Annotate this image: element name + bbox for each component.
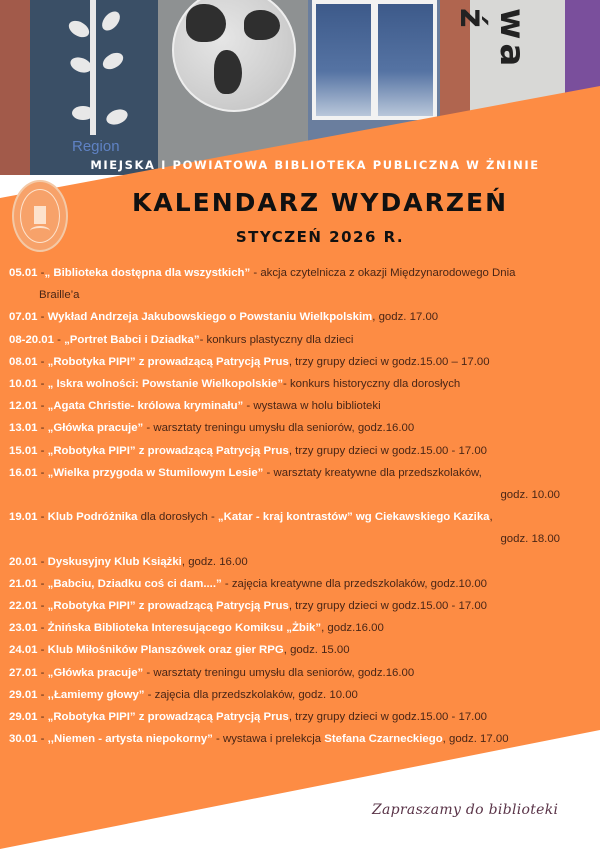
event-item: [9, 506, 594, 550]
event-detail: -: [37, 733, 48, 746]
event-title: „ Iskra wolności: Powstanie Wielkopolskie”: [47, 378, 284, 391]
event-detail: - warsztaty treningu umysłu dla seniorów, godz.16.00: [143, 422, 415, 435]
event-item: [9, 662, 594, 684]
event-title: „Robotyka PIPI” z prowadzącą Patrycją Prus: [47, 444, 289, 457]
event-detail: , trzy grupy dzieci w godz.15.00 - 17.00: [288, 600, 488, 613]
event-detail: -: [37, 511, 48, 524]
event-title: „Robotyka PIPI” z prowadzącą Patrycją Prus: [47, 600, 289, 613]
event-title: „Główka pracuje”: [47, 666, 144, 679]
event-date: 29.01: [9, 711, 38, 724]
event-title: Dyskusyjny Klub Książki: [47, 555, 182, 568]
globe-icon: [172, 0, 296, 112]
event-date: 08-20.01: [9, 333, 54, 346]
event-title: ,,Niemen - artysta niepokorny”: [47, 733, 213, 746]
event-detail: -: [37, 711, 48, 724]
event-date: 29.01: [9, 688, 38, 701]
event-item: [9, 551, 594, 573]
event-detail: , trzy grupy dzieci w godz.15.00 – 17.00: [288, 355, 490, 368]
organization-name: MIEJSKA I POWIATOWA BIBLIOTEKA PUBLICZNA W ŻNINIE: [90, 158, 540, 172]
event-item: [9, 395, 594, 417]
event-item: [9, 440, 594, 462]
event-detail: -: [37, 400, 48, 413]
event-date: 23.01: [9, 622, 38, 635]
event-item: [9, 306, 594, 328]
event-title: Żnińska Biblioteka Interesującego Komiksu „Żbik”: [47, 622, 322, 635]
event-detail: , godz.16.00: [321, 622, 384, 635]
event-detail: -: [37, 555, 48, 568]
leaf-icon: [100, 49, 126, 72]
events-list: [9, 262, 594, 750]
event-detail: -: [37, 600, 48, 613]
event-title: „ Biblioteka dostępna dla wszystkich”: [44, 267, 251, 279]
event-title: Stefana Czarneckiego: [324, 733, 443, 746]
event-date: 20.01: [9, 555, 38, 568]
event-detail: -: [37, 378, 48, 391]
event-item: [9, 351, 594, 373]
event-date: 30.01: [9, 733, 38, 746]
event-detail: -: [37, 444, 48, 457]
event-detail: - zajęcia kreatywne dla przedszkolaków, godz.10.00: [221, 577, 488, 590]
event-date: 13.01: [9, 422, 38, 435]
event-date: 27.01: [9, 666, 38, 679]
event-detail-continued: godz. 18.00: [500, 533, 560, 546]
event-detail: , trzy grupy dzieci w godz.15.00 - 17.00: [288, 711, 488, 724]
event-detail: , godz. 17.00: [442, 733, 509, 746]
event-date: 12.01: [9, 400, 38, 413]
event-detail: -: [37, 577, 48, 590]
leaf-icon: [99, 8, 124, 34]
event-title: ,,Łamiemy głowy”: [47, 688, 145, 701]
event-item: [9, 706, 594, 728]
photo-region-text: Region: [72, 138, 120, 155]
event-title: „Robotyka PIPI” z prowadzącą Patrycją Prus: [47, 711, 289, 724]
event-item: [9, 329, 594, 351]
event-title: Klub Podróżnika: [47, 511, 138, 524]
event-item: [9, 639, 594, 661]
event-detail: , trzy grupy dzieci w godz.15.00 - 17.00: [288, 444, 488, 457]
event-date: 24.01: [9, 644, 38, 657]
event-item: [9, 417, 594, 439]
event-title: „Portret Babci i Dziadka”: [64, 333, 200, 346]
event-title: „Katar - kraj kontrastów” wg Ciekawskiego Kazika: [217, 511, 490, 524]
event-detail: -: [37, 644, 48, 657]
event-date: 07.01: [9, 311, 38, 324]
event-detail: - warsztaty kreatywne dla przedszkolaków,: [263, 466, 482, 479]
event-detail: -: [53, 333, 65, 346]
event-detail: - wystawa w holu biblioteki: [243, 400, 381, 413]
event-detail: - konkurs plastyczny dla dzieci: [199, 333, 354, 346]
event-date: 15.01: [9, 444, 38, 457]
event-title: „Główka pracuje”: [47, 422, 144, 435]
event-title: Wykład Andrzeja Jakubowskiego o Powstaniu Wielkpolskim: [47, 311, 373, 324]
event-detail: -: [37, 355, 48, 368]
event-detail: -: [37, 622, 48, 635]
event-detail: ,: [489, 511, 493, 524]
event-detail: -: [37, 311, 48, 324]
event-title: „Robotyka PIPI” z prowadzącą Patrycją Prus: [47, 355, 289, 368]
event-detail: , godz. 17.00: [372, 311, 439, 324]
event-date: 10.01: [9, 378, 38, 391]
event-title: „Babciu, Dziadku coś ci dam....”: [47, 577, 222, 590]
event-date: 16.01: [9, 466, 38, 479]
event-detail: -: [37, 422, 48, 435]
event-detail: - zajęcia dla przedszkolaków, godz. 10.00: [144, 688, 358, 701]
event-title: „Agata Christie- królowa kryminału”: [47, 400, 244, 413]
leaf-icon: [104, 107, 129, 128]
event-detail: dla dorosłych -: [137, 511, 218, 524]
invitation-text: Zapraszamy do biblioteki: [372, 802, 559, 818]
event-detail: , godz. 16.00: [181, 555, 248, 568]
event-detail: -: [37, 466, 48, 479]
page-title: KALENDARZ WYDARZEŃ: [132, 188, 508, 217]
event-item: [9, 595, 594, 617]
event-detail: - konkurs historyczny dla dorosłych: [283, 378, 461, 391]
event-date: 08.01: [9, 355, 38, 368]
event-detail: -: [37, 688, 48, 701]
event-item: [9, 462, 594, 506]
event-detail: -: [37, 666, 48, 679]
photo-brick-wall: [0, 0, 30, 175]
event-detail-continued: godz. 10.00: [500, 489, 560, 502]
event-detail: - wystawa i prelekcja: [212, 733, 325, 746]
event-detail: - warsztaty treningu umysłu dla seniorów, godz.16.00: [143, 666, 415, 679]
leaf-icon: [66, 17, 92, 40]
page-subtitle: STYCZEŃ 2026 R.: [235, 228, 405, 246]
event-title: Klub Miłośników Planszówek oraz gier RPG: [47, 644, 284, 657]
event-detail: - akcja czytelnicza z okazji Międzynarodowego Dnia: [250, 267, 516, 279]
event-item: [9, 262, 594, 306]
leaf-icon: [72, 106, 94, 120]
event-date: 21.01: [9, 577, 38, 590]
event-item: [9, 728, 594, 750]
event-date: 19.01: [9, 511, 38, 524]
event-date: 05.01: [9, 267, 38, 279]
event-detail: , godz. 15.00: [283, 644, 350, 657]
event-detail: -: [37, 267, 45, 279]
event-item: [9, 684, 594, 706]
event-title: „Wielka przygoda w Stumilowym Lesie”: [47, 466, 264, 479]
event-item: [9, 617, 594, 639]
photo-spine-text: wa ź: [452, 8, 532, 71]
event-date: 22.01: [9, 600, 38, 613]
event-item: [9, 573, 594, 595]
event-detail-continued: Braille’a: [39, 289, 80, 302]
event-item: [9, 373, 594, 395]
